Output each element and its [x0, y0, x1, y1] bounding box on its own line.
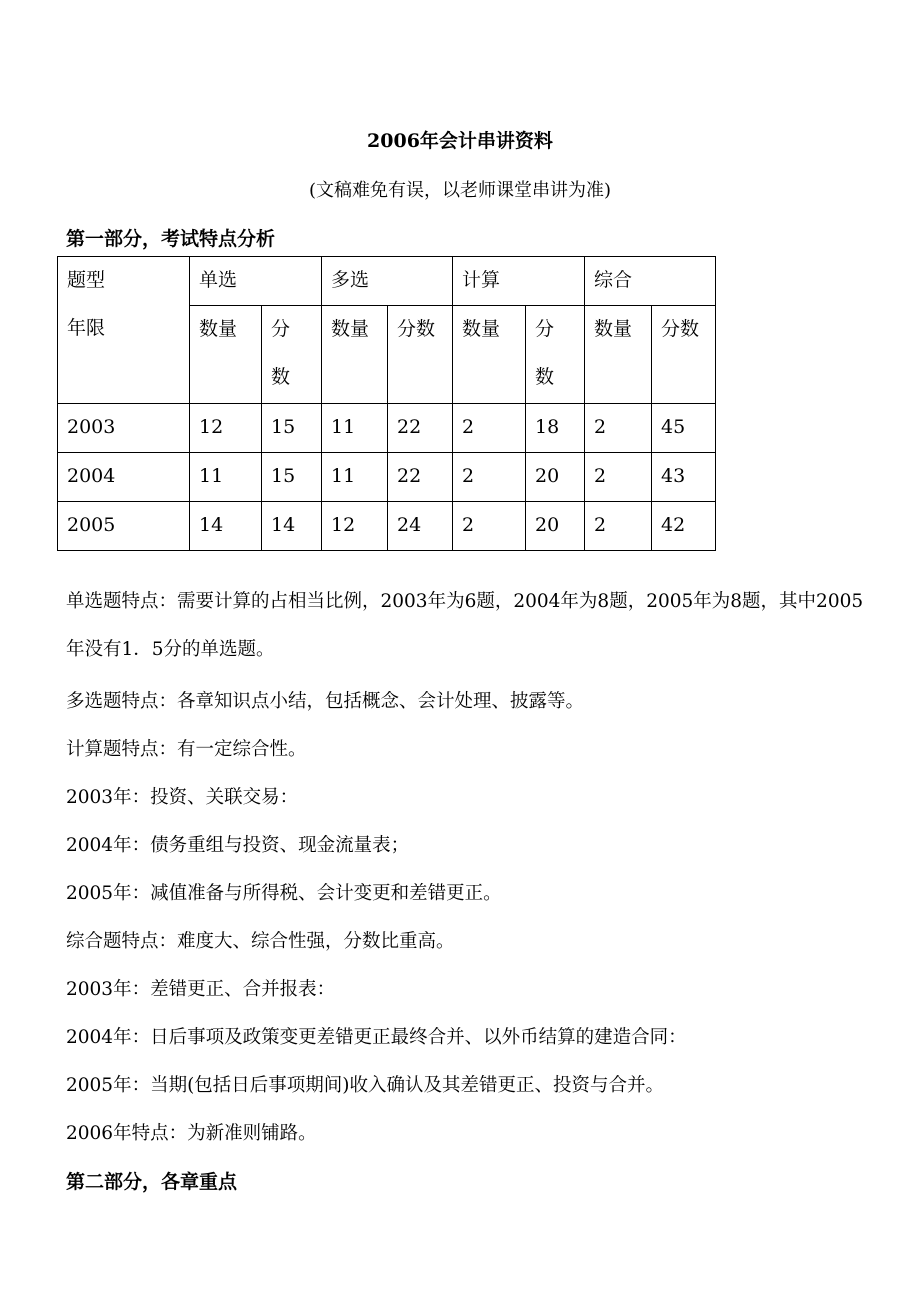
value-cell: 11	[322, 404, 388, 453]
year-cell: 2005	[58, 502, 190, 551]
text-line: 2004年：债务重组与投资、现金流量表；	[66, 835, 410, 856]
value-cell: 11	[190, 453, 262, 502]
text-line: 2003年：投资、关联交易：	[66, 787, 299, 808]
value-cell: 15	[262, 453, 322, 502]
value-cell: 45	[652, 404, 716, 453]
text-line: 计算题特点：有一定综合性。	[66, 739, 307, 760]
table-row	[58, 502, 716, 551]
value-cell: 2	[453, 453, 526, 502]
value-cell: 14	[262, 502, 322, 551]
value-cell: 12	[322, 502, 388, 551]
exam-stats-table	[57, 256, 716, 551]
subheader-score: 分数	[388, 306, 453, 404]
value-cell: 12	[190, 404, 262, 453]
subheader-score: 分数	[652, 306, 716, 404]
subheader-score	[526, 306, 585, 404]
document-subtitle: (文稿难免有误，以老师课堂串讲为准)	[308, 180, 612, 201]
single-choice-paragraph: 单选题特点：需要计算的占相当比例，2003年为6题，2004年为8题，2005年为8题，其中2005年没有1．5分的单选题。	[66, 591, 864, 660]
value-cell: 15	[262, 404, 322, 453]
value-cell: 2	[585, 502, 652, 551]
value-cell: 43	[652, 453, 716, 502]
text-line: 2006年特点：为新准则铺路。	[66, 1123, 317, 1144]
subheader-count: 数量	[322, 306, 388, 404]
subheader-count: 数量	[585, 306, 652, 404]
subheader-score-part1: 分	[271, 318, 291, 340]
subheader-score-part2: 数	[271, 366, 291, 388]
text-line: 2003年：差错更正、合并报表：	[66, 979, 336, 1000]
year-cell: 2004	[58, 453, 190, 502]
group-header-comprehensive: 综合	[585, 257, 716, 306]
table-corner-cell	[58, 257, 190, 404]
value-cell: 22	[388, 404, 453, 453]
year-cell: 2003	[58, 404, 190, 453]
table-row	[58, 453, 716, 502]
part1-heading: 第一部分，考试特点分析	[66, 228, 276, 250]
value-cell: 2	[453, 502, 526, 551]
subheader-score-part2: 数	[535, 366, 555, 388]
document-title: 2006年会计串讲资料	[367, 130, 553, 152]
value-cell: 2	[585, 453, 652, 502]
subheader-count: 数量	[190, 306, 262, 404]
group-header-multi: 多选	[322, 257, 453, 306]
text-line: 2004年：日后事项及政策变更差错更正最终合并、以外币结算的建造合同：	[66, 1027, 687, 1048]
text-line: 2005年：当期(包括日后事项期间)收入确认及其差错更正、投资与合并。	[66, 1075, 665, 1096]
value-cell: 2	[453, 404, 526, 453]
value-cell: 14	[190, 502, 262, 551]
value-cell: 18	[526, 404, 585, 453]
table-row	[58, 404, 716, 453]
corner-label-type: 题型	[67, 269, 106, 291]
value-cell: 11	[322, 453, 388, 502]
value-cell: 22	[388, 453, 453, 502]
value-cell: 24	[388, 502, 453, 551]
group-header-calc: 计算	[453, 257, 585, 306]
subheader-score-part1: 分	[535, 318, 555, 340]
group-header-single: 单选	[190, 257, 322, 306]
text-line: 综合题特点：难度大、综合性强，分数比重高。	[66, 931, 455, 952]
subheader-score	[262, 306, 322, 404]
text-line: 2005年：减值准备与所得税、会计变更和差错更正。	[66, 883, 502, 904]
value-cell: 20	[526, 453, 585, 502]
subheader-count: 数量	[453, 306, 526, 404]
corner-label-year: 年限	[67, 317, 106, 339]
value-cell: 2	[585, 404, 652, 453]
text-line: 多选题特点：各章知识点小结，包括概念、会计处理、披露等。	[66, 691, 585, 712]
part2-heading: 第二部分，各章重点	[66, 1171, 238, 1193]
value-cell: 42	[652, 502, 716, 551]
value-cell: 20	[526, 502, 585, 551]
